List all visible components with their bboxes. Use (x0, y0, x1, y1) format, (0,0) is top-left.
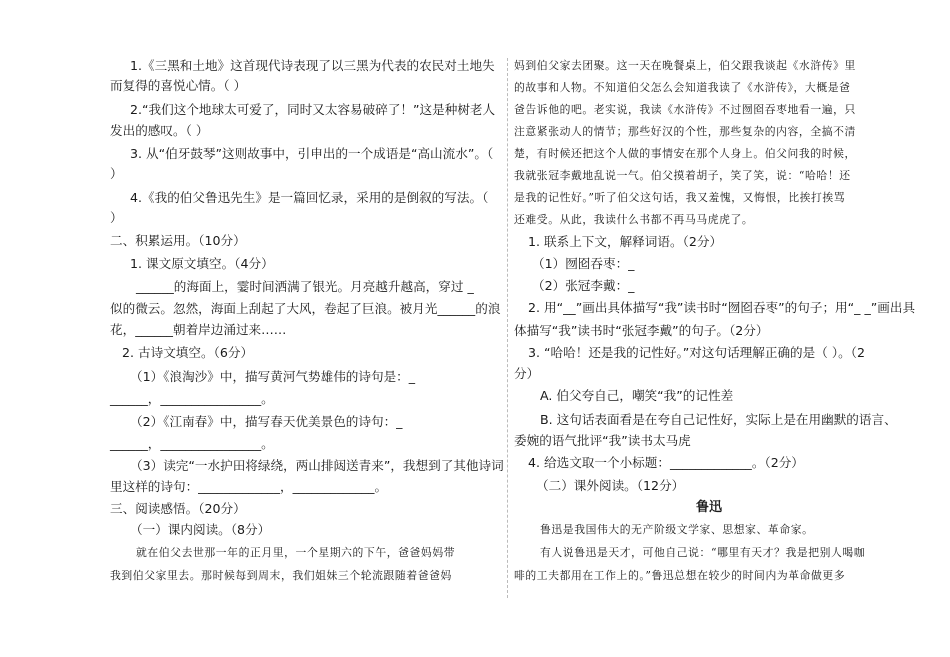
right-text-line: 我就张冠李戴地乱说一气。伯父摸着胡子，笑了笑，说：“哈哈！还 (514, 169, 851, 182)
right-text-line: 2. 用“__”画出具体描写“我”读书时“囫囵吞枣”的句子；用“_ _”画出具 (528, 300, 916, 315)
left-text-line: 二、积累运用。（10分） (110, 233, 246, 248)
column-divider (507, 58, 508, 598)
right-text-line: （1）囫囵吞枣：_ (532, 256, 635, 271)
left-text-line: 三、阅读感悟。（20分） (110, 501, 246, 516)
right-text-line: 4. 给选文取一个小标题：_____________。（2分） (528, 455, 804, 470)
left-text-line: 1. 课文原文填空。（4分） (130, 256, 274, 271)
right-text-line: 分） (514, 366, 540, 381)
right-text-line: A. 伯父夸自己，嘲笑“我”的记性差 (540, 388, 734, 403)
left-text-line: 发出的感叹。（ ） (110, 123, 209, 138)
left-text-line: （一）课内阅读。（8分） (130, 522, 271, 537)
left-text-line: ______，________________。 (110, 436, 274, 451)
left-text-line: ） (110, 166, 123, 181)
passage-title: 鲁迅 (695, 500, 722, 515)
right-text-line: 是我的记性好。”听了伯父这句话，我又羞愧，又悔恨，比挨打挨骂 (514, 191, 846, 204)
left-text-line: 我到伯父家里去。那时候每到周末，我们姐妹三个轮流跟随着爸爸妈 (110, 569, 452, 582)
left-text-line: ______的海面上，霎时间洒满了银光。月亮越升越高，穿过 _ (136, 279, 474, 294)
left-text-line: 2. 古诗文填空。（6分） (122, 345, 254, 360)
right-text-line: （2）张冠李戴：_ (532, 278, 635, 293)
left-text-line: 4.《我的伯父鲁迅先生》是一篇回忆录，采用的是倒叙的写法。（ (130, 190, 489, 205)
right-text-line: 妈到伯父家去团聚。这一天在晚餐桌上，伯父跟我谈起《水浒传》里 (514, 59, 856, 72)
left-text-line: 1.《三黑和土地》这首现代诗表现了以三黑为代表的农民对土地失 (130, 58, 495, 73)
left-text-line: （2）《江南春》中，描写春天优美景色的诗句：_ (130, 414, 403, 429)
right-text-line: 啡的工夫都用在工作上的。”鲁迅总想在较少的时间内为革命做更多 (514, 569, 846, 582)
left-text-line: 3. 从“伯牙鼓琴”这则故事中，引申出的一个成语是“高山流水”。（ (130, 146, 494, 161)
right-text-line: 有人说鲁迅是天才，可他自己说：“哪里有天才？我是把别人喝咖 (540, 546, 866, 559)
left-text-line: 花，______朝着岸边涌过来…… (110, 322, 287, 337)
left-text-line: ______，________________。 (110, 391, 274, 406)
left-text-line: 就在伯父去世那一年的正月里，一个星期六的下午，爸爸妈妈带 (136, 546, 456, 559)
right-text-line: 鲁迅是我国伟大的无产阶级文学家、思想家、革命家。 (540, 523, 814, 536)
left-text-line: ） (110, 210, 123, 225)
right-text-line: 3. “哈哈！还是我的记性好。”对这句话理解正确的是（ ）。（2 (528, 345, 866, 360)
right-text-line: （二）课外阅读。（12分） (536, 478, 685, 493)
right-text-line: 还难受。从此，我读什么书都不再马马虎虎了。 (514, 213, 754, 226)
left-text-line: 似的微云。忽然，海面上刮起了大风，卷起了巨浪。被月光______的浪 (110, 301, 501, 316)
right-text-line: 楚，有时候还把这个人做的事情安在那个人身上。伯父问我的时候， (514, 147, 856, 160)
left-text-line: 里这样的诗句：_____________，_____________。 (110, 479, 388, 494)
left-text-line: 而复得的喜悦心情。（ ） (110, 78, 247, 93)
right-text-line: 的故事和人物。不知道伯父怎么会知道我读了《水浒传》，大概是爸 (514, 81, 851, 94)
left-text-line: （3）读完“一水护田将绿绕，两山排闼送青来”，我想到了其他诗词 (130, 458, 504, 473)
right-text-line: 1. 联系上下文，解释词语。（2分） (528, 234, 723, 249)
right-text-line: 注意紧张动人的情节；那些好汉的个性，那些复杂的内容，全搞不清 (514, 125, 856, 138)
right-text-line: 体描写“我”读书时“张冠李戴”的句子。（2分） (514, 323, 769, 338)
right-text-line: 爸告诉他的吧。老实说，我读《水浒传》不过囫囵吞枣地看一遍，只 (514, 103, 856, 116)
right-text-line: 委婉的语气批评“我”读书太马虎 (514, 433, 691, 448)
left-text-line: 2.“我们这个地球太可爱了，同时又太容易破碎了！”这是种树老人 (130, 102, 496, 117)
left-text-line: （1）《浪淘沙》中，描写黄河气势雄伟的诗句是：_ (130, 369, 416, 384)
right-text-line: B. 这句话表面看是在夸自己记性好，实际上是在用幽默的语言、 (540, 412, 897, 427)
